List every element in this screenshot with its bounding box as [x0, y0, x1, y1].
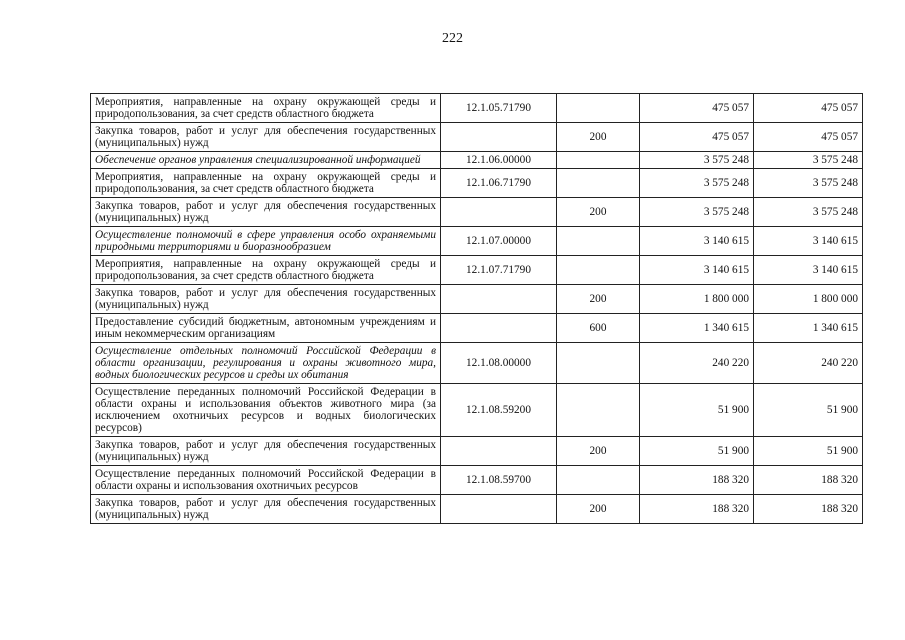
amount-year-2: 188 320 — [754, 495, 863, 524]
amount-year-2: 3 140 615 — [754, 227, 863, 256]
amount-year-1: 475 057 — [640, 123, 754, 152]
table-row — [91, 466, 863, 495]
item-name: Обеспечение органов управления специализированной информацией — [91, 152, 441, 169]
amount-year-2: 3 575 248 — [754, 198, 863, 227]
amount-year-1: 3 140 615 — [640, 256, 754, 285]
amount-year-1: 51 900 — [640, 384, 754, 437]
item-name: Осуществление переданных полномочий Российской Федерации в области охраны и использования объектов животного мира (за исключением охотничьих ресурсов и водных биологических ресурсов) — [91, 384, 441, 437]
table-row — [91, 152, 863, 169]
amount-year-2: 3 140 615 — [754, 256, 863, 285]
item-name: Закупка товаров, работ и услуг для обеспечения государственных (муниципальных) нужд — [91, 123, 441, 152]
expense-type-code: 200 — [557, 198, 640, 227]
amount-year-2: 475 057 — [754, 94, 863, 123]
amount-year-1: 188 320 — [640, 466, 754, 495]
target-code: 12.1.08.59200 — [441, 384, 557, 437]
expense-type-code — [557, 227, 640, 256]
expense-type-code — [557, 152, 640, 169]
table-row — [91, 285, 863, 314]
amount-year-2: 1 800 000 — [754, 285, 863, 314]
amount-year-1: 3 140 615 — [640, 227, 754, 256]
expense-type-code — [557, 384, 640, 437]
table-row — [91, 384, 863, 437]
table-row — [91, 343, 863, 384]
expense-type-code: 600 — [557, 314, 640, 343]
item-name: Мероприятия, направленные на охрану окружающей среды и природопользования, за счет средств областного бюджета — [91, 169, 441, 198]
target-code — [441, 495, 557, 524]
item-name: Закупка товаров, работ и услуг для обеспечения государственных (муниципальных) нужд — [91, 437, 441, 466]
item-name: Осуществление отдельных полномочий Российской Федерации в области организации, регулирования и охраны животного мира, водных биологических ресурсов и среды их обитания — [91, 343, 441, 384]
amount-year-1: 475 057 — [640, 94, 754, 123]
table-row — [91, 256, 863, 285]
target-code — [441, 198, 557, 227]
item-name: Закупка товаров, работ и услуг для обеспечения государственных (муниципальных) нужд — [91, 285, 441, 314]
target-code: 12.1.06.71790 — [441, 169, 557, 198]
amount-year-1: 3 575 248 — [640, 198, 754, 227]
target-code — [441, 437, 557, 466]
table-row — [91, 198, 863, 227]
target-code — [441, 123, 557, 152]
amount-year-1: 1 340 615 — [640, 314, 754, 343]
item-name: Осуществление полномочий в сфере управления особо охраняемыми природными территориями и биоразнообразием — [91, 227, 441, 256]
target-code: 12.1.08.59700 — [441, 466, 557, 495]
target-code: 12.1.07.71790 — [441, 256, 557, 285]
table-row — [91, 314, 863, 343]
item-name: Мероприятия, направленные на охрану окружающей среды и природопользования, за счет средств областного бюджета — [91, 94, 441, 123]
page-number: 222 — [442, 31, 463, 46]
amount-year-2: 188 320 — [754, 466, 863, 495]
item-name: Мероприятия, направленные на охрану окружающей среды и природопользования, за счет средств областного бюджета — [91, 256, 441, 285]
expense-type-code: 200 — [557, 285, 640, 314]
expense-type-code: 200 — [557, 123, 640, 152]
amount-year-2: 3 575 248 — [754, 169, 863, 198]
amount-year-1: 3 575 248 — [640, 152, 754, 169]
target-code: 12.1.06.00000 — [441, 152, 557, 169]
expense-type-code — [557, 343, 640, 384]
item-name: Осуществление переданных полномочий Российской Федерации в области охраны и использования охотничьих ресурсов — [91, 466, 441, 495]
expense-type-code: 200 — [557, 495, 640, 524]
amount-year-2: 475 057 — [754, 123, 863, 152]
expense-type-code — [557, 256, 640, 285]
expense-type-code: 200 — [557, 437, 640, 466]
table-row — [91, 169, 863, 198]
amount-year-1: 240 220 — [640, 343, 754, 384]
target-code — [441, 314, 557, 343]
expense-type-code — [557, 466, 640, 495]
amount-year-1: 1 800 000 — [640, 285, 754, 314]
amount-year-1: 3 575 248 — [640, 169, 754, 198]
item-name: Предоставление субсидий бюджетным, автономным учреждениям и иным некоммерческим организациям — [91, 314, 441, 343]
table-body — [91, 94, 863, 524]
expense-type-code — [557, 94, 640, 123]
item-name: Закупка товаров, работ и услуг для обеспечения государственных (муниципальных) нужд — [91, 495, 441, 524]
budget-table — [90, 93, 863, 524]
amount-year-2: 1 340 615 — [754, 314, 863, 343]
amount-year-2: 51 900 — [754, 384, 863, 437]
table-row — [91, 437, 863, 466]
table-row — [91, 123, 863, 152]
amount-year-2: 51 900 — [754, 437, 863, 466]
target-code: 12.1.08.00000 — [441, 343, 557, 384]
target-code — [441, 285, 557, 314]
amount-year-1: 51 900 — [640, 437, 754, 466]
table-row — [91, 227, 863, 256]
target-code: 12.1.07.00000 — [441, 227, 557, 256]
target-code: 12.1.05.71790 — [441, 94, 557, 123]
amount-year-2: 3 575 248 — [754, 152, 863, 169]
table-row — [91, 495, 863, 524]
item-name: Закупка товаров, работ и услуг для обеспечения государственных (муниципальных) нужд — [91, 198, 441, 227]
expense-type-code — [557, 169, 640, 198]
table-row — [91, 94, 863, 123]
amount-year-2: 240 220 — [754, 343, 863, 384]
amount-year-1: 188 320 — [640, 495, 754, 524]
